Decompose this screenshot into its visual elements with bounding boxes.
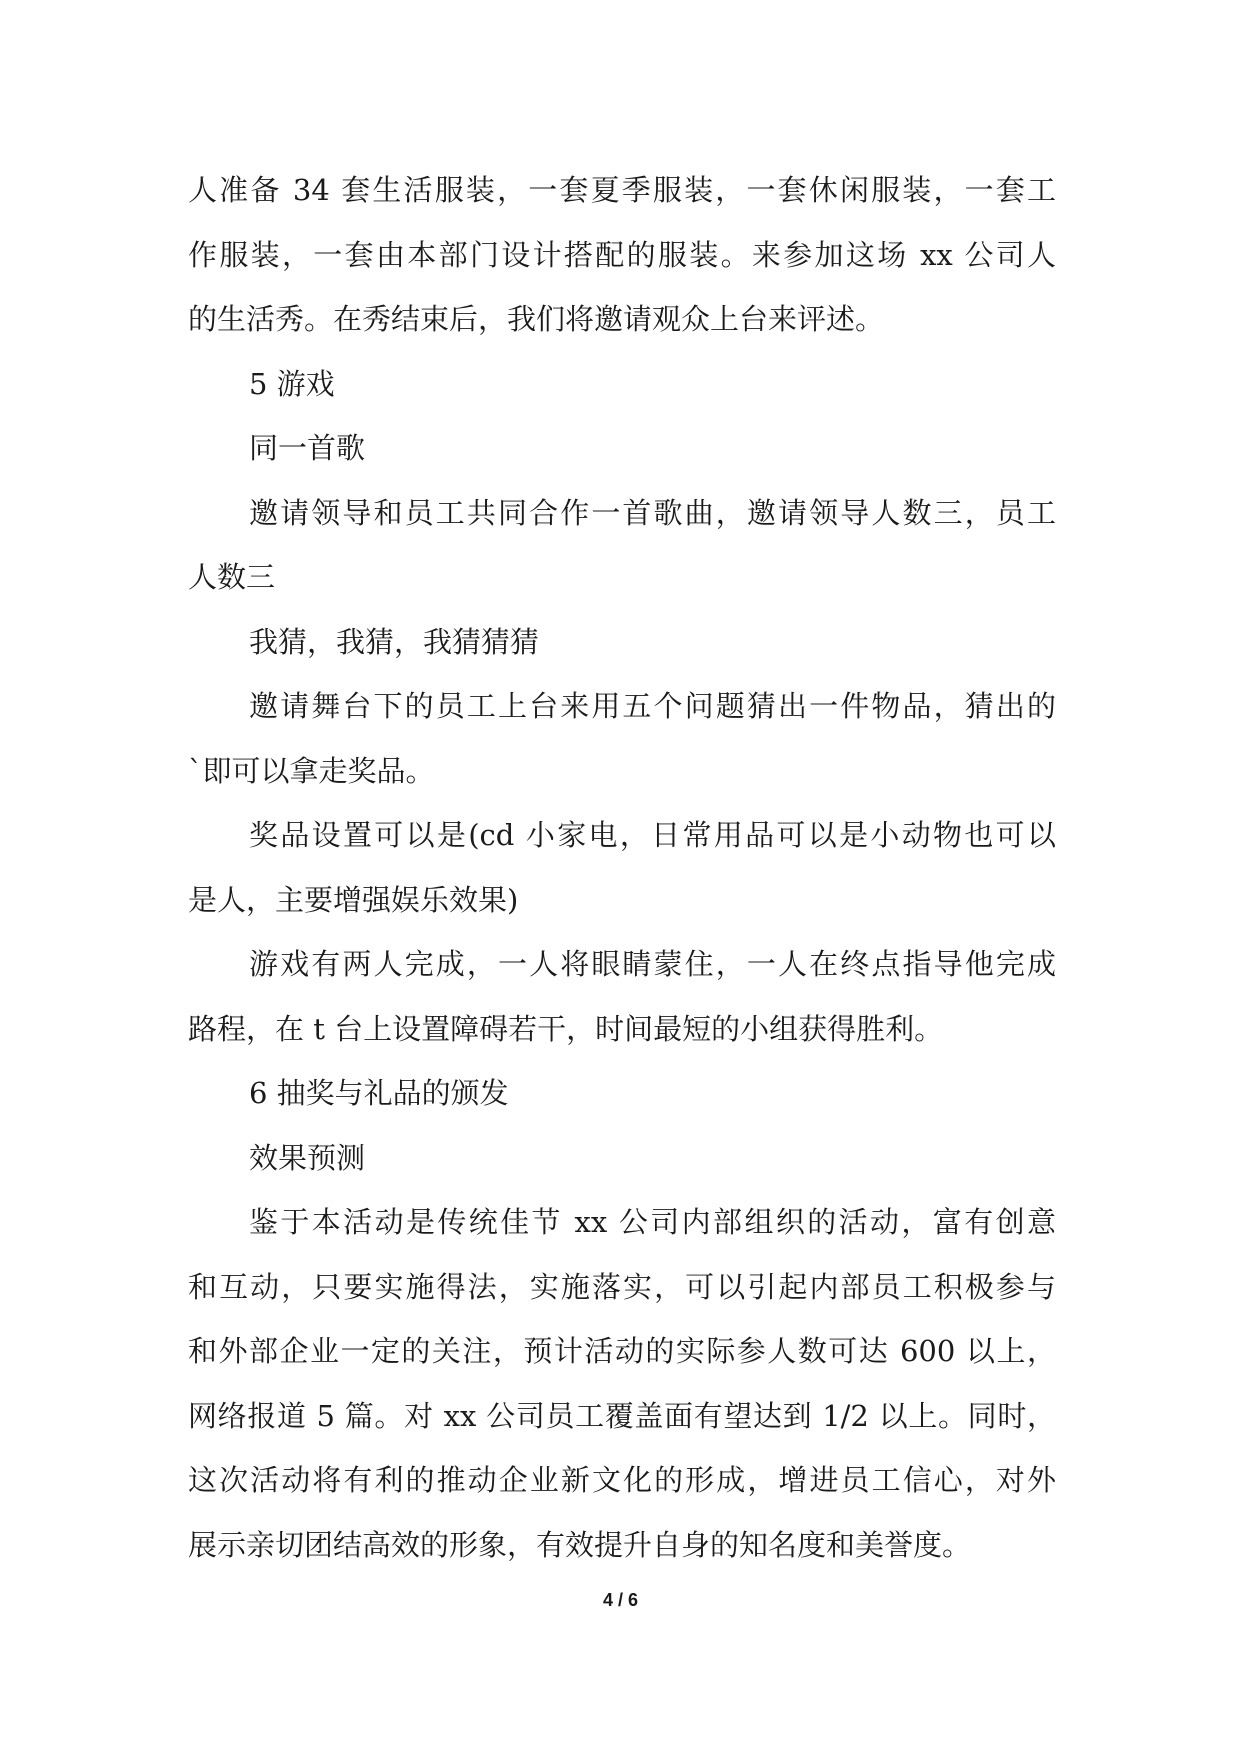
text-line: 邀请舞台下的员工上台来用五个问题猜出一件物品，猜出的 [249,689,1056,723]
text-line: 奖品设置可以是(cd 小家电，日常用品可以是小动物也可以 [249,818,1056,852]
subsection-heading: 效果预测 [249,1140,366,1175]
subsection-heading: 我猜，我猜，我猜猜猜 [249,624,540,659]
text-line: 邀请领导和员工共同合作一首歌曲，邀请领导人数三，员工 [249,495,1056,530]
text-line: 人数三 [188,560,276,594]
text-line: 是人，主要增强娱乐效果) [188,882,519,917]
text-line: 作服装，一套由本部门设计搭配的服装。来参加这场 xx 公司人 [188,237,1056,272]
page-number: 4 / 6 [602,1590,639,1610]
text-line: 路程，在 t 台上设置障碍若干，时间最短的小组获得胜利。 [188,1011,944,1046]
subsection-heading: 同一首歌 [249,431,366,465]
text-line: 这次活动将有利的推动企业新文化的形成，增进员工信心，对外 [188,1463,1056,1497]
text-line: 和外部企业一定的关注，预计活动的实际参人数可达 600 以上， [188,1334,1056,1368]
text-line: 展示亲切团结高效的形象，有效提升自身的知名度和美誉度。 [188,1527,972,1562]
text-line: 游戏有两人完成，一人将眼睛蒙住，一人在终点指导他完成 [249,947,1056,981]
text-line: 鉴于本活动是传统佳节 xx 公司内部组织的活动，富有创意 [249,1205,1056,1239]
text-line: 人准备 34 套生活服装，一套夏季服装，一套休闲服装，一套工 [188,173,1056,207]
text-line: 的生活秀。在秀结束后，我们将邀请观众上台来评述。 [188,302,885,336]
text-line: `即可以拿走奖品。 [188,753,435,788]
text-line: 网络报道 5 篇。对 xx 公司员工覆盖面有望达到 1/2 以上。同时， [188,1398,1056,1433]
section-heading: 6 抽奖与礼品的颁发 [249,1076,509,1110]
section-heading: 5 游戏 [249,366,335,401]
text-line: 和互动，只要实施得法，实施落实，可以引起内部员工积极参与 [188,1269,1056,1304]
document-body [188,158,1056,1577]
